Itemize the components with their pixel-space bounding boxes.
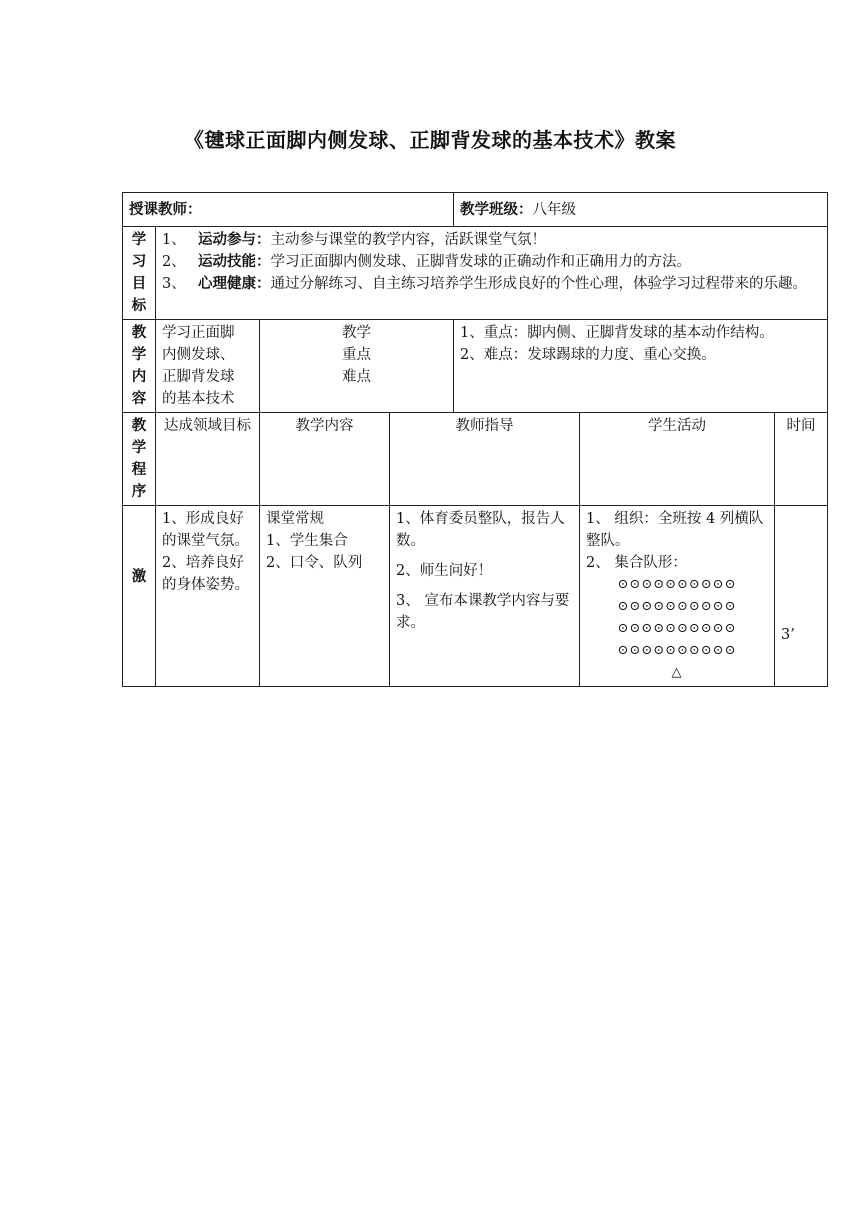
label-char: 学 — [131, 232, 147, 248]
label-char: 教 — [131, 418, 147, 434]
teacher-label: 授课教师： — [129, 201, 202, 218]
formation-row: ⊙⊙⊙⊙⊙⊙⊙⊙⊙⊙ — [617, 643, 737, 658]
formation-row: ⊙⊙⊙⊙⊙⊙⊙⊙⊙⊙ — [617, 577, 737, 592]
label-char: 学 — [131, 440, 147, 456]
topic-line: 学习正面脚 — [162, 325, 235, 341]
objective-text: 通过分解练习、自主练习培养学生形成良好的个性心理，体验学习过程带来的乐趣。 — [270, 276, 807, 292]
label-char: 教 — [131, 325, 147, 341]
objective-text: 主动参与课堂的教学内容，活跃课堂气氛！ — [270, 232, 546, 248]
focus-item: 2、难点：发球踢球的力度、重心交换。 — [460, 347, 716, 363]
formation-row: ⊙⊙⊙⊙⊙⊙⊙⊙⊙⊙ — [617, 599, 737, 614]
time-value: 3’ — [781, 627, 795, 643]
formation-diagram — [586, 574, 768, 684]
stage-student-activity — [580, 506, 775, 687]
objective-label: 运动技能： — [198, 254, 271, 270]
objective-item — [162, 273, 821, 295]
label-char: 内 — [131, 369, 147, 385]
content-row — [123, 320, 828, 413]
focus-label-line: 教学 — [342, 325, 371, 341]
objective-label: 心理健康： — [198, 276, 271, 292]
objective-number: 2、 — [162, 254, 186, 270]
content-item: 课堂常规 — [266, 511, 324, 527]
focus-items-cell — [454, 320, 828, 413]
objectives-row-label — [123, 227, 156, 320]
header-row — [123, 193, 828, 227]
focus-label-line: 难点 — [342, 369, 371, 385]
goal-item: 2、培养良好的身体姿势。 — [162, 555, 249, 593]
focus-label-cell — [260, 320, 454, 413]
column-header-student: 学生活动 — [580, 413, 775, 506]
stage-content — [260, 506, 390, 687]
formation-row: ⊙⊙⊙⊙⊙⊙⊙⊙⊙⊙ — [617, 621, 737, 636]
objectives-row — [123, 227, 828, 320]
stage-goals — [156, 506, 260, 687]
label-char: 标 — [131, 298, 147, 314]
objective-number: 3、 — [162, 276, 186, 292]
content-item: 2、口令、队列 — [266, 555, 363, 571]
focus-item: 1、重点：脚内侧、正脚背发球的基本动作结构。 — [460, 325, 774, 341]
objective-number: 1、 — [162, 232, 186, 248]
class-cell — [454, 193, 828, 227]
label-char: 学 — [131, 347, 147, 363]
column-header-content: 教学内容 — [260, 413, 390, 506]
objective-item — [162, 229, 821, 251]
student-item: 2、 集合队形： — [586, 555, 687, 571]
teacher-item: 3、 宣布本课教学内容与要求。 — [396, 593, 570, 631]
objective-item — [162, 251, 821, 273]
document-title: 《毽球正面脚内侧发球、正脚背发球的基本技术》教案 — [184, 128, 676, 152]
content-row-label — [123, 320, 156, 413]
content-topic — [156, 320, 260, 413]
teacher-position-icon: △ — [671, 665, 683, 680]
topic-line: 正脚背发球 — [162, 369, 235, 385]
stage-teacher-guidance — [390, 506, 580, 687]
label-char: 序 — [131, 484, 147, 500]
focus-label-line: 重点 — [342, 347, 371, 363]
stage-label — [123, 506, 156, 687]
stage-label-text: 激 — [131, 569, 147, 585]
class-label: 教学班级： — [460, 201, 533, 218]
objectives-content — [156, 227, 828, 320]
label-char: 容 — [131, 391, 147, 407]
teacher-cell — [123, 193, 454, 227]
class-value: 八年级 — [532, 201, 576, 218]
column-header-teacher: 教师指导 — [390, 413, 580, 506]
topic-line: 内侧发球、 — [162, 347, 235, 363]
stage-row — [123, 506, 828, 687]
student-item: 1、 组织：全班按 4 列横队整队。 — [586, 511, 764, 549]
teacher-item: 1、体育委员整队，报告人数。 — [396, 511, 565, 549]
objective-text: 学习正面脚内侧发球、正脚背发球的正确动作和正确用力的方法。 — [270, 254, 691, 270]
procedure-header-row — [123, 413, 828, 506]
stage-time — [775, 506, 828, 687]
teacher-item: 2、师生问好！ — [396, 563, 493, 579]
label-char: 目 — [131, 276, 147, 292]
label-char: 习 — [131, 254, 147, 270]
topic-line: 的基本技术 — [162, 391, 235, 407]
content-item: 1、学生集合 — [266, 533, 348, 549]
goal-item: 1、形成良好的课堂气氛。 — [162, 511, 249, 549]
label-char: 程 — [131, 462, 147, 478]
column-header-goals: 达成领域目标 — [156, 413, 260, 506]
column-header-time: 时间 — [775, 413, 828, 506]
objective-label: 运动参与： — [198, 232, 271, 248]
procedure-row-label — [123, 413, 156, 506]
lesson-plan-table — [122, 192, 828, 687]
